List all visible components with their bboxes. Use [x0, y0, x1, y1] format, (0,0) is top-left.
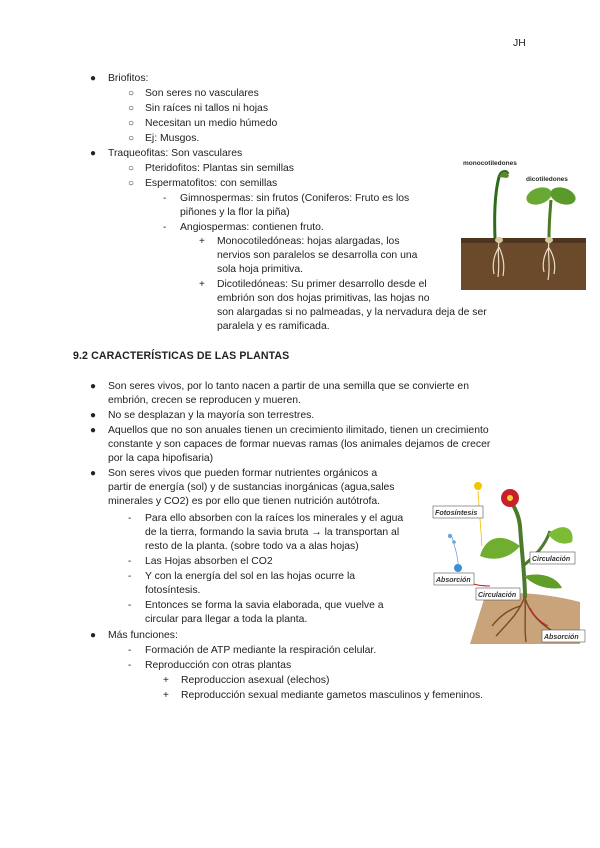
list-item: paralela y es ramificada. [217, 321, 330, 332]
bullet: ○ [128, 163, 135, 174]
list-item: Entonces se forma la savia elaborada, que vuelve a [145, 600, 384, 611]
list-item: Y con la energía del sol en las hojas ocurre la [145, 571, 356, 582]
paragraph-line: Más funciones: [108, 630, 178, 641]
traqueofitas-label: Traqueofitas: Son vasculares [108, 148, 243, 159]
bullet: ● [90, 468, 97, 479]
paragraph-line: embrión, crecen se reproducen y mueren. [108, 395, 301, 406]
bullet: - [128, 556, 132, 567]
list-item: Ej: Musgos. [145, 133, 200, 144]
bullet: + [163, 675, 169, 686]
list-item: de la tierra, formando la savia bruta → la transportan al [145, 527, 400, 538]
list-item: Monocotiledóneas: hojas alargadas, los [217, 236, 400, 247]
paragraph-line: Son seres vivos, por lo tanto nacen a partir de una semilla que se convierte en [108, 381, 469, 392]
list-item: Pteridofitos: Plantas sin semillas [145, 163, 294, 174]
bullet: ● [90, 425, 97, 436]
seedlings-illustration [461, 152, 586, 290]
paragraph-line: Aquellos que no son anuales tienen un crecimiento ilimitado, tienen un crecimiento [108, 425, 489, 436]
list-item: Sin raíces ni tallos ni hojas [145, 103, 269, 114]
list-item: circular para llegar a toda la planta. [145, 614, 308, 625]
paragraph-line: minerales y CO2) es por ello que tienen nutrición autótrofa. [108, 496, 381, 507]
bullet: + [199, 279, 205, 290]
paragraph-line: partir de energía (sol) y de sustancias inorgánicas (agua,sales [108, 482, 395, 493]
header-initials: JH [513, 38, 526, 49]
bullet: ○ [128, 133, 135, 144]
label-circulacion-2: Circulación [478, 592, 517, 599]
label-absorcion-1: Absorción [436, 577, 471, 584]
bullet: ○ [128, 103, 135, 114]
bullet: - [128, 645, 132, 656]
paragraph-line: No se desplazan y la mayoría son terrestres. [108, 410, 315, 421]
bullet: - [128, 660, 132, 671]
bullet: - [128, 600, 132, 611]
paragraph-line: Son seres vivos que pueden formar nutrientes orgánicos a [108, 468, 378, 479]
plant-illustration [430, 476, 587, 644]
seedlings-figure [461, 152, 586, 290]
list-item: embrión son dos hojas primitivas, las hojas no [217, 293, 430, 304]
list-item: Las Hojas absorben el CO2 [145, 556, 273, 567]
list-item: piñones y la flor la piña) [180, 207, 290, 218]
paragraph-line: por la capa hipofisaria) [108, 453, 214, 464]
bullet: - [128, 571, 132, 582]
seedlings-label-mono: monocotiledones [463, 160, 517, 167]
sun-icon [474, 482, 482, 490]
list-item: Necesitan un medio húmedo [145, 118, 278, 129]
list-item: Gimnospermas: sin frutos (Coniferos: Fruto es los [180, 193, 410, 204]
briofitos-label: Briofitos: [108, 73, 149, 84]
list-item: nervios son paralelos se desarrolla con una [217, 250, 418, 261]
section-title: 9.2 CARACTERÍSTICAS DE LAS PLANTAS [73, 350, 290, 362]
bullet: ● [90, 410, 97, 421]
list-item: Reproducción sexual mediante gametos masculinos y femeninos. [181, 690, 484, 701]
plant-physiology-figure [430, 476, 587, 644]
list-item: Angiospermas: contienen fruto. [180, 222, 324, 233]
list-item: Reproducción con otras plantas [145, 660, 292, 671]
bullet: - [163, 193, 167, 204]
bullet: ● [90, 630, 97, 641]
bullet: + [199, 236, 205, 247]
list-item: Reproduccion asexual (elechos) [181, 675, 330, 686]
bullet: + [163, 690, 169, 701]
paragraph-line: constante y son capaces de formar nuevas ramas (los animales dejamos de crecer [108, 439, 491, 450]
label-circulacion-1: Circulación [532, 556, 571, 563]
bullet: ● [90, 73, 97, 84]
list-item: Formación de ATP mediante la respiración celular. [145, 645, 377, 656]
list-item: fotosíntesis. [145, 585, 201, 596]
list-item: Espermatofitos: con semillas [145, 178, 278, 189]
bullet: ○ [128, 178, 135, 189]
bullet: ● [90, 148, 97, 159]
list-item: sola hoja primitiva. [217, 264, 304, 275]
list-item: Son seres no vasculares [145, 88, 259, 99]
seedlings-label-dico: dicotiledones [526, 176, 568, 183]
bullet: - [163, 222, 167, 233]
list-item: son alargadas si no palmeadas, y la nervadura deja de ser [217, 307, 487, 318]
list-item: Para ello absorben con la raíces los minerales y el agua [145, 513, 404, 524]
bullet: ● [90, 381, 97, 392]
list-item: Dicotiledóneas: Su primer desarrollo desde el [217, 279, 427, 290]
bullet: - [128, 513, 132, 524]
label-fotosintesis: Fotosíntesis [435, 508, 478, 517]
label-absorcion-2: Absorción [544, 634, 579, 641]
bullet: ○ [128, 88, 135, 99]
list-item: resto de la planta. (sobre todo va a alas hojas) [145, 541, 359, 552]
bullet: ○ [128, 118, 135, 129]
